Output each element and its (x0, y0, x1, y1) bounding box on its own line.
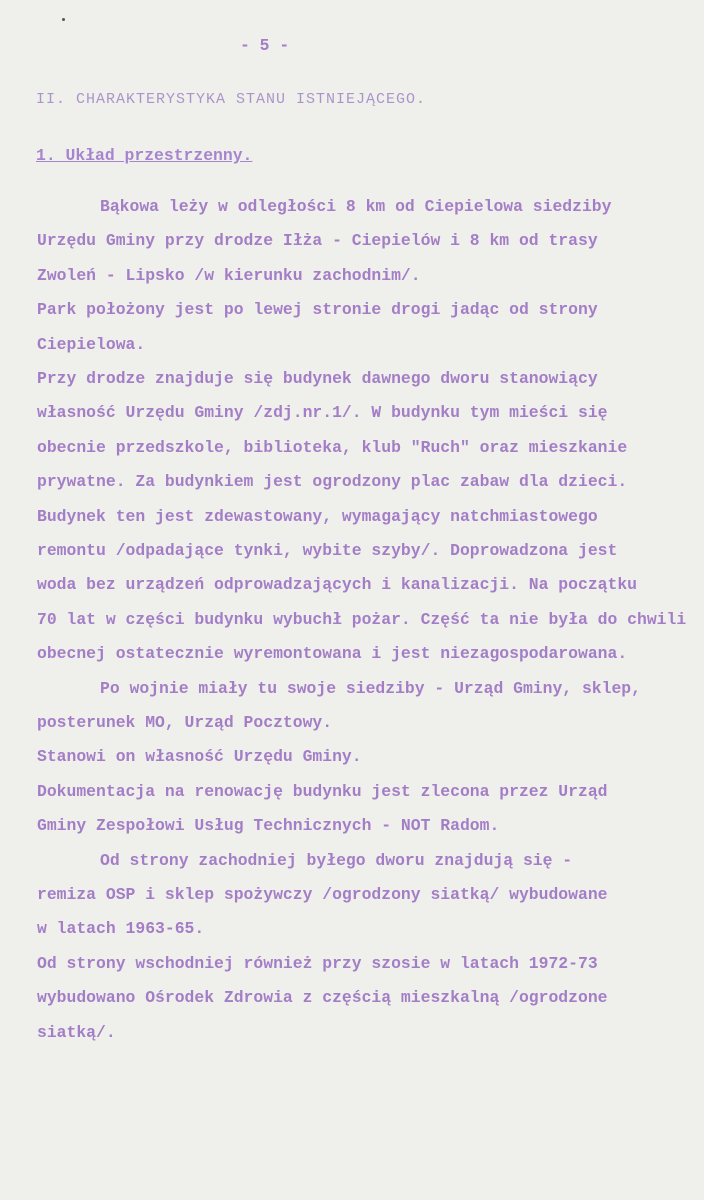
text-line: Przy drodze znajduje się budynek dawnego dworu stanowiący (37, 369, 598, 388)
text-line: Park położony jest po lewej stronie drogi jadąc od strony (37, 300, 598, 320)
text-line: obecnie przedszkole, biblioteka, klub "Ruch" oraz mieszkanie (37, 437, 628, 457)
text-line: Od strony wschodniej również przy szosie w latach 1972-73 (37, 953, 598, 973)
text-line: w latach 1963-65. (37, 919, 205, 939)
text-line: Bąkowa leży w odległości 8 km od Ciepielowa siedziby (100, 197, 612, 216)
text-line: Gminy Zespołowi Usług Technicznych - NOT Radom. (37, 816, 500, 836)
text-line: Stanowi on własność Urzędu Gminy. (37, 747, 362, 767)
text-line: Urzędu Gminy przy drodze Iłża - Ciepielów i 8 km od trasy (37, 231, 598, 251)
text-line: prywatne. Za budynkiem jest ogrodzony plac zabaw dla dzieci. (37, 472, 628, 492)
text-line: obecnej ostatecznie wyremontowana i jest niezagospodarowana. (37, 644, 628, 664)
text-line: własność Urzędu Gminy /zdj.nr.1/. W budynku tym mieści się (37, 403, 608, 423)
text-line: 70 lat w części budynku wybuchł pożar. Część ta nie była do chwili (37, 609, 687, 629)
text-line: Zwoleń - Lipsko /w kierunku zachodnim/. (37, 265, 421, 285)
text-line: siatką/. (37, 1022, 116, 1042)
text-line: Ciepielowa. (37, 334, 146, 354)
text-line: Od strony zachodniej byłego dworu znajdują się - (100, 850, 573, 870)
text-line: Budynek ten jest zdewastowany, wymagający natchmiastowego (37, 506, 598, 526)
paper-speck (62, 18, 65, 21)
section-heading: II. CHARAKTERYSTYKA STANU ISTNIEJĄCEGO. (36, 91, 427, 108)
text-line: posterunek MO, Urząd Pocztowy. (37, 713, 333, 732)
text-line: Dokumentacja na renowację budynku jest zlecona przez Urząd (37, 781, 608, 801)
text-line: Po wojnie miały tu swoje siedziby - Urząd Gminy, sklep, (100, 678, 641, 698)
text-line: remiza OSP i sklep spożywczy /ogrodzony siatką/ wybudowane (37, 885, 608, 904)
text-line: woda bez urządzeń odprowadzających i kanalizacji. Na początku (37, 575, 637, 595)
text-line: wybudowano Ośrodek Zdrowia z częścią mieszkalną /ogrodzone (37, 988, 608, 1008)
text-line: remontu /odpadające tynki, wybite szyby/. Doprowadzona jest (37, 541, 618, 560)
subsection-heading: 1. Układ przestrzenny. (36, 146, 253, 165)
page-number: - 5 - (240, 36, 290, 55)
